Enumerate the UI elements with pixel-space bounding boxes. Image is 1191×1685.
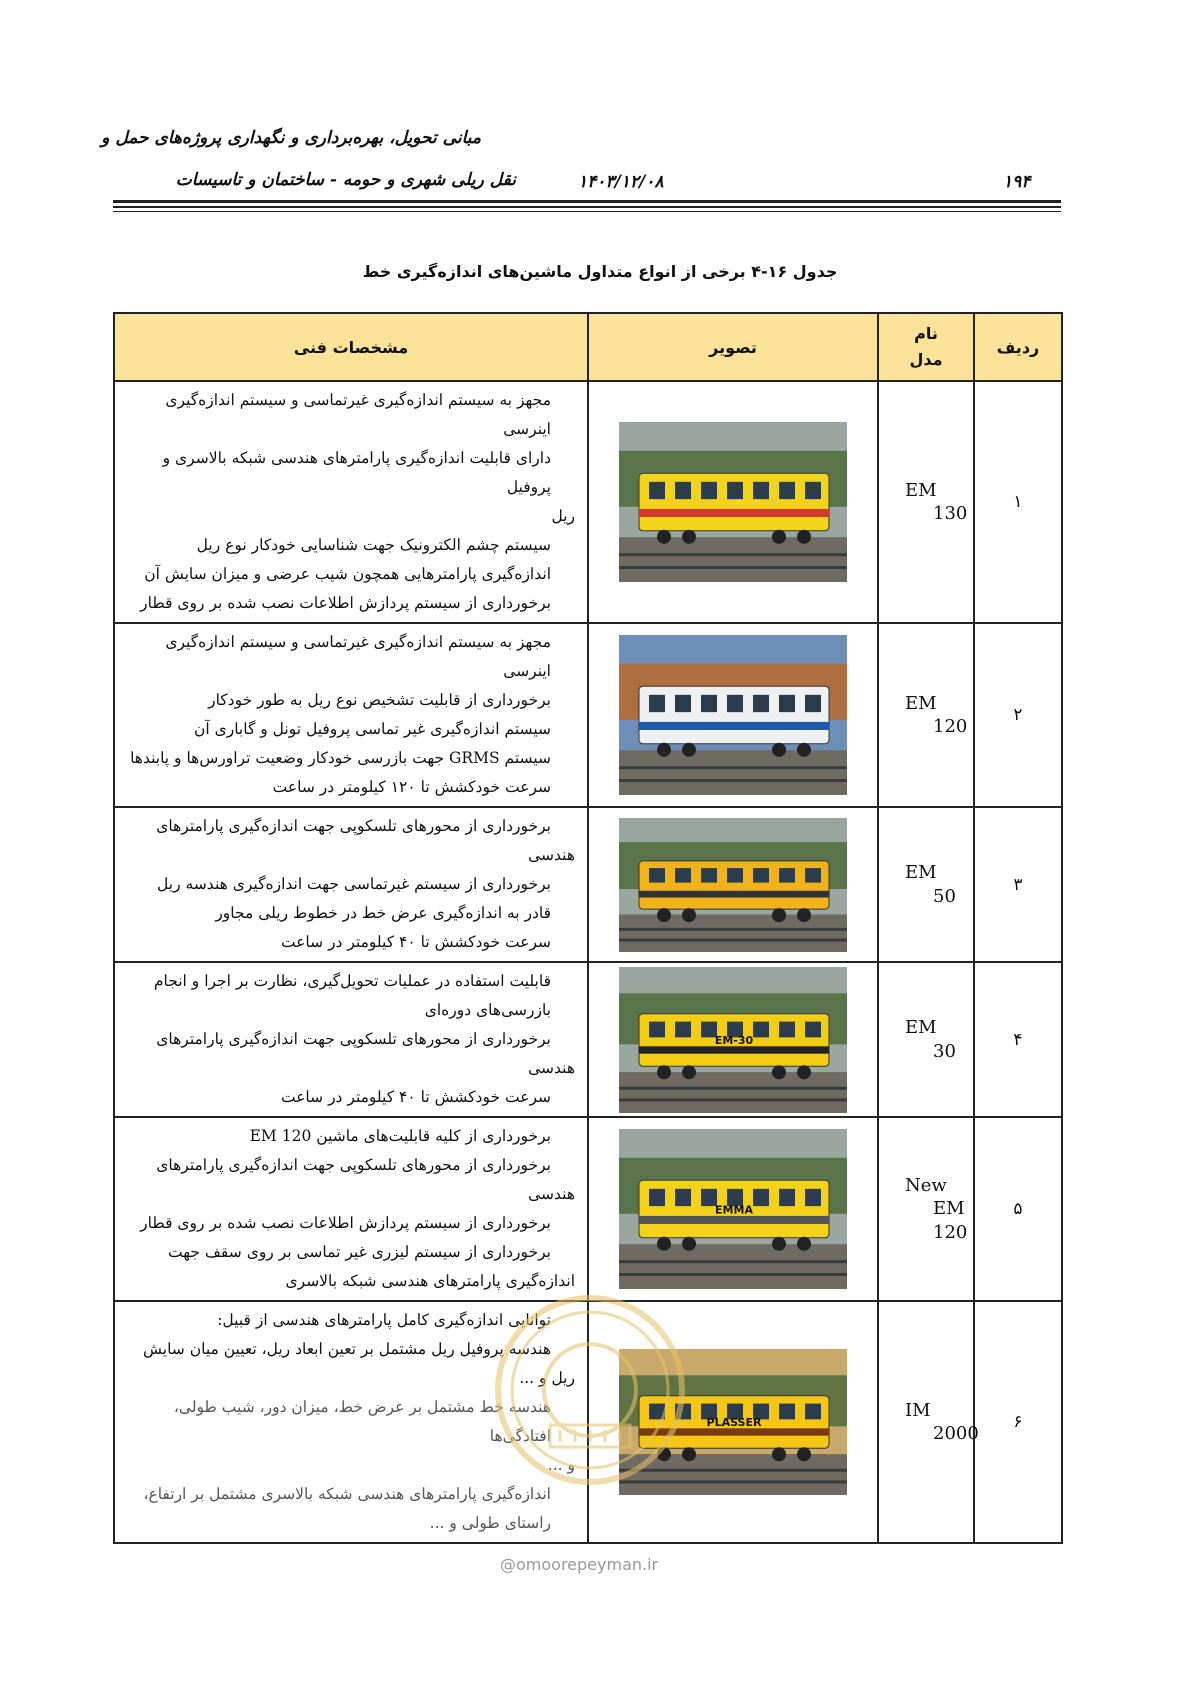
spec-line: هندسی [528, 1059, 575, 1077]
technical-specs [114, 807, 588, 962]
technical-specs [114, 623, 588, 807]
spec-line: سیستم چشم الکترونیک جهت شناسایی خودکار نوع ریل [196, 536, 551, 554]
column-header-name-line1: نام [914, 324, 938, 344]
row-number: ۳ [974, 807, 1062, 962]
spec-line: ریل و ... [519, 1369, 575, 1387]
machine-photo-cell [588, 381, 878, 623]
column-header-name-line2: مدل [909, 350, 943, 369]
column-header-specs: مشخصات فنی [114, 313, 588, 381]
column-header-row: ردیف [974, 313, 1062, 381]
model-name-line2: 2000 [933, 1423, 979, 1444]
spec-line: برخورداری از محورهای تلسکوپی جهت اندازه‌گیری پارامترهای [156, 1156, 551, 1174]
model-name-line2: EM 120 [933, 1198, 968, 1243]
machine-photo-label: PLASSER [706, 1416, 762, 1430]
spec-line: قادر به اندازه‌گیری عرض خط در خطوط ریلی مجاور [215, 904, 551, 922]
model-name-line1: EM [905, 692, 937, 714]
machine-photo [619, 635, 847, 795]
model-name [878, 381, 974, 623]
machine-photo [619, 422, 847, 582]
spec-line: سیستم GRMS جهت بازرسی خودکار وضعیت تراورس‌ها و پابندها [130, 749, 551, 767]
spec-line: برخورداری از محورهای تلسکوپی جهت اندازه‌گیری پارامترهای [156, 1030, 551, 1048]
model-name-line2: 130 [933, 503, 968, 524]
spec-line: اندازه‌گیری پارامترهای هندسی شبکه بالاسری مشتمل بر ارتفاع، [143, 1485, 551, 1503]
header-divider [113, 200, 1061, 203]
machine-photo [619, 967, 847, 1113]
watermark-url: @omoorepeyman.ir [500, 1555, 659, 1574]
spec-line: سرعت خودکشش تا ۴۰ کیلومتر در ساعت [280, 933, 551, 951]
spec-line: راستای طولی و ... [429, 1514, 551, 1532]
model-name [878, 1117, 974, 1301]
technical-specs [114, 962, 588, 1117]
spec-line: و ... [547, 1456, 575, 1474]
column-header-image: تصویر [588, 313, 878, 381]
spec-line: هندسی [528, 846, 575, 864]
model-name-line2: 50 [933, 885, 956, 907]
model-name [878, 807, 974, 962]
row-number: ۲ [974, 623, 1062, 807]
machine-photo-cell [588, 1117, 878, 1301]
row-number: ۵ [974, 1117, 1062, 1301]
machine-photo [619, 1129, 847, 1289]
model-name [878, 1301, 979, 1543]
machine-photo [619, 818, 847, 952]
header-title-line1: مبانی تحویل، بهره‌برداری و نگهداری پروژه‌های حمل و [101, 128, 481, 148]
machine-photo-cell [588, 962, 878, 1117]
technical-specs [114, 381, 588, 623]
row-number: ۴ [974, 962, 1062, 1117]
table-row [114, 381, 1062, 623]
model-name-line1: EM [905, 1017, 937, 1039]
header-title-line2: نقل ریلی شهری و حومه - ساختمان و تاسیسات [175, 170, 516, 190]
spec-line: برخورداری از سیستم غیرتماسی جهت اندازه‌گیری هندسه ریل [157, 875, 551, 893]
machine-photo-cell [588, 807, 878, 962]
spec-line: اندازه‌گیری پارامترهایی همچون شیب عرضی و میزان سایش آن [144, 565, 551, 583]
row-number: ۶ [974, 1301, 1062, 1543]
table-row [114, 1117, 1062, 1301]
table-caption: جدول ۱۶-۴ برخی از انواع متداول ماشین‌های اندازه‌گیری خط [362, 262, 838, 281]
spec-line: برخورداری از سیستم لیزری غیر تماسی بر روی سقف جهت [168, 1243, 551, 1261]
spec-line: بازرسی‌های دوره‌ای [424, 1001, 551, 1019]
model-name-line2: 120 [933, 716, 968, 737]
watermark-seal [490, 1290, 690, 1490]
spec-line: برخورداری از محورهای تلسکوپی جهت اندازه‌گیری پارامترهای [156, 817, 551, 835]
table-row [114, 962, 1062, 1117]
row-number: ۱ [974, 381, 1062, 623]
spec-line: برخورداری از سیستم پردازش اطلاعات نصب شده بر روی قطار [140, 1214, 551, 1232]
spec-line: ریل [551, 507, 575, 525]
model-name [878, 623, 974, 807]
spec-line: قابلیت استفاده در عملیات تحویل‌گیری، نظارت بر اجرا و انجام [153, 972, 551, 990]
spec-line: دارای قابلیت اندازه‌گیری پارامترهای هندسی شبکه بالاسری و پروفیل [162, 449, 551, 496]
spec-line: توانایی اندازه‌گیری کامل پارامترهای هندسی از قبیل: [217, 1311, 551, 1329]
header-divider [113, 211, 1061, 212]
technical-specs [114, 1117, 588, 1301]
spec-line: اندازه‌گیری پارامترهای هندسی شبکه بالاسری [285, 1272, 575, 1290]
machine-photo-label: EM-30 [714, 1033, 754, 1047]
spec-line: برخورداری از سیستم پردازش اطلاعات نصب شده بر روی قطار [140, 594, 551, 612]
spec-line: هندسه خط مشتمل بر عرض خط، میزان دور، شیب طولی، افتادگی‌ها [173, 1398, 551, 1445]
table-header-row [114, 313, 1062, 381]
spec-line: مجهز به سیستم اندازه‌گیری غیرتماسی و سیستم اندازه‌گیری اینرسی [165, 391, 551, 438]
column-header-name [878, 313, 974, 381]
machine-photo-cell [588, 623, 878, 807]
model-name [878, 962, 974, 1117]
page-number: ۱۹۴ [1003, 172, 1031, 192]
spec-line: سیستم اندازه‌گیری غیر تماسی پروفیل تونل و گاباری آن [193, 720, 551, 738]
machine-photo-label: EMMA [715, 1203, 753, 1217]
spec-line: برخورداری از کلیه قابلیت‌های ماشین EM 120 [249, 1127, 551, 1145]
model-name-line2: 30 [933, 1040, 956, 1062]
model-name-line1: EM [905, 862, 937, 884]
model-name-line1: EM [905, 479, 937, 501]
model-name-line1: New [905, 1174, 947, 1196]
model-name-line1: IM [905, 1399, 931, 1421]
spec-line: هندسه پروفیل ریل مشتمل بر تعین ابعاد ریل، تعیین میان سایش [143, 1340, 551, 1358]
header-divider [113, 206, 1061, 208]
spec-line: هندسی [528, 1185, 575, 1203]
table-row [114, 623, 1062, 807]
header-date: ۱۴۰۳/۱۲/۰۸ [578, 172, 664, 192]
table-row [114, 807, 1062, 962]
spec-line: برخورداری از قابلیت تشخیص نوع ریل به طور خودکار [208, 691, 551, 709]
spec-line: سرعت خودکشش تا ۴۰ کیلومتر در ساعت [280, 1088, 551, 1106]
spec-line: سرعت خودکشش تا ۱۲۰ کیلومتر در ساعت [272, 778, 551, 796]
spec-line: مجهز به سیستم اندازه‌گیری غیرتماسی و سیستم اندازه‌گیری اینرسی [165, 633, 551, 680]
